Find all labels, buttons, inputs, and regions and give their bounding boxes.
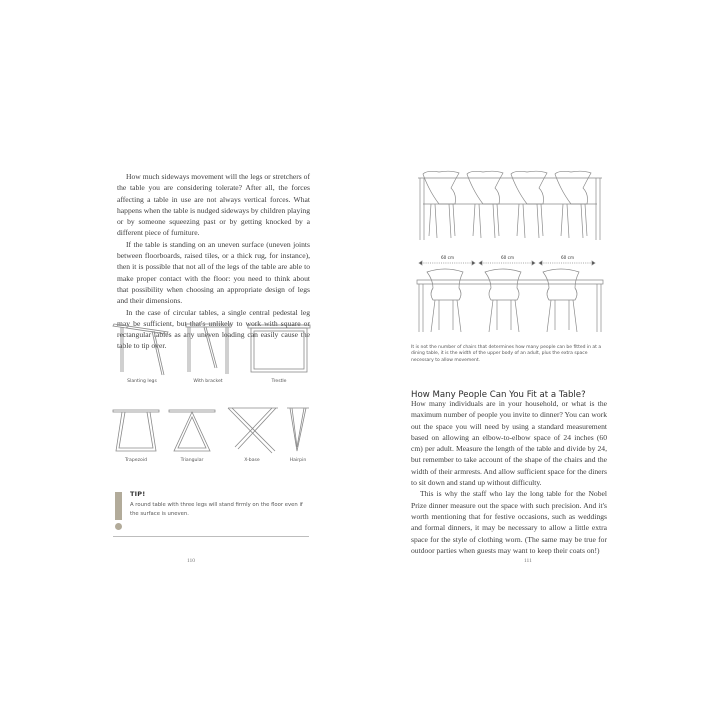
table-legs-illustration-grid xyxy=(112,320,312,490)
chairs-four-illustration xyxy=(415,170,605,245)
bracket-legs-icon xyxy=(183,320,233,376)
page-number: 111 xyxy=(524,558,532,564)
x-base-legs-icon xyxy=(224,403,280,455)
paragraph: How much sideways movement will the legs or stretchers of the table you are considering tolerate? After all, the forces affecting a table in use are not always vertical forces. What happens when the table is nudged sideways by children playing or by someone squeezing past or by getting knocked by a different piece of furniture. xyxy=(117,172,310,238)
measurement-label: 60 cm xyxy=(441,255,455,260)
measurement-label: 60 cm xyxy=(561,255,575,260)
trapezoid-legs-icon xyxy=(112,403,160,455)
leg-type-x-base xyxy=(224,403,280,463)
exclamation-icon xyxy=(115,492,122,520)
leg-type-bracket xyxy=(180,320,236,384)
leg-label: Trestle xyxy=(271,379,287,384)
leg-type-trestle xyxy=(246,320,312,384)
paragraph: If the table is standing on an uneven surface (uneven joints between floorboards, raised tiles, or a thick rug, for instance), then it is possible that not all of the legs of the table are able to make proper contact with the floor: you need to think about that possibility when choosing an appropriate design of legs and their dimensions. xyxy=(117,239,310,306)
leg-label: Triangular xyxy=(180,458,204,463)
paragraph: This is why the staff who lay the long table for the Nobel Prize dinner measure out the space with such precision. And it's worth mentioning that for festive occasions, such as weddings and formal dinners, it may be necessary to allow a little extra space for the style of clothing worn. (The same may be true for outdoor parties when guests may want to keep their coats on!) xyxy=(411,489,607,555)
trestle-legs-icon xyxy=(246,320,312,376)
leg-label: With bracket xyxy=(193,379,223,384)
illustration-caption: It is not the number of chairs that determines how many people can be fitted in at a dining table, it is the width of the upper body of an adult, plus the extra space necessary to allow movement. xyxy=(411,345,602,363)
hairpin-legs-icon xyxy=(284,403,312,455)
chairs-spacing-illustration xyxy=(415,252,605,337)
leg-label: Slanting legs xyxy=(127,379,157,384)
right-body-text xyxy=(411,398,607,556)
tip-title: TIP! xyxy=(130,490,146,498)
chair-spacing-diagram xyxy=(415,252,605,332)
leg-label: Trapezoid xyxy=(125,458,147,463)
triangular-legs-icon xyxy=(168,403,216,455)
leg-label: Hairpin xyxy=(289,458,307,463)
leg-type-trapezoid xyxy=(112,403,160,463)
leg-label: X-base xyxy=(244,458,260,463)
paragraph: In the case of circular tables, a single central pedestal leg may be sufficient, but that's unlikely to work with square or rectangular tables as any uneven loading can easily cause the table to tip over. xyxy=(117,307,310,351)
measurement-label: 60 cm xyxy=(501,255,515,260)
leg-type-triangular xyxy=(168,403,216,463)
page-number: 110 xyxy=(187,558,196,564)
leg-type-slanting xyxy=(112,320,172,384)
exclamation-dot xyxy=(115,523,122,530)
paragraph: How many individuals are in your household, or what is the maximum number of people you invite to dinner? You can work out the space you will need by using a standard measurement based on allowing an elbow-to-elbow space of 24 inches (60 cm) per adult. Measure the length of the table and divide by 24, but remember to take account of the shape of the chairs and the width of their armrests. And allow sufficient space for the diners to sit down and stand up without difficulty. xyxy=(411,399,607,488)
section-heading: How Many People Can You Fit at a Table? xyxy=(411,390,586,401)
slanting-legs-icon xyxy=(112,320,172,376)
leg-type-hairpin xyxy=(284,403,312,463)
chairs-icon xyxy=(415,170,605,240)
tip-body: A round table with three legs will stand firmly on the floor even if the surface is uneven. xyxy=(130,502,303,517)
tip-box xyxy=(113,490,309,537)
